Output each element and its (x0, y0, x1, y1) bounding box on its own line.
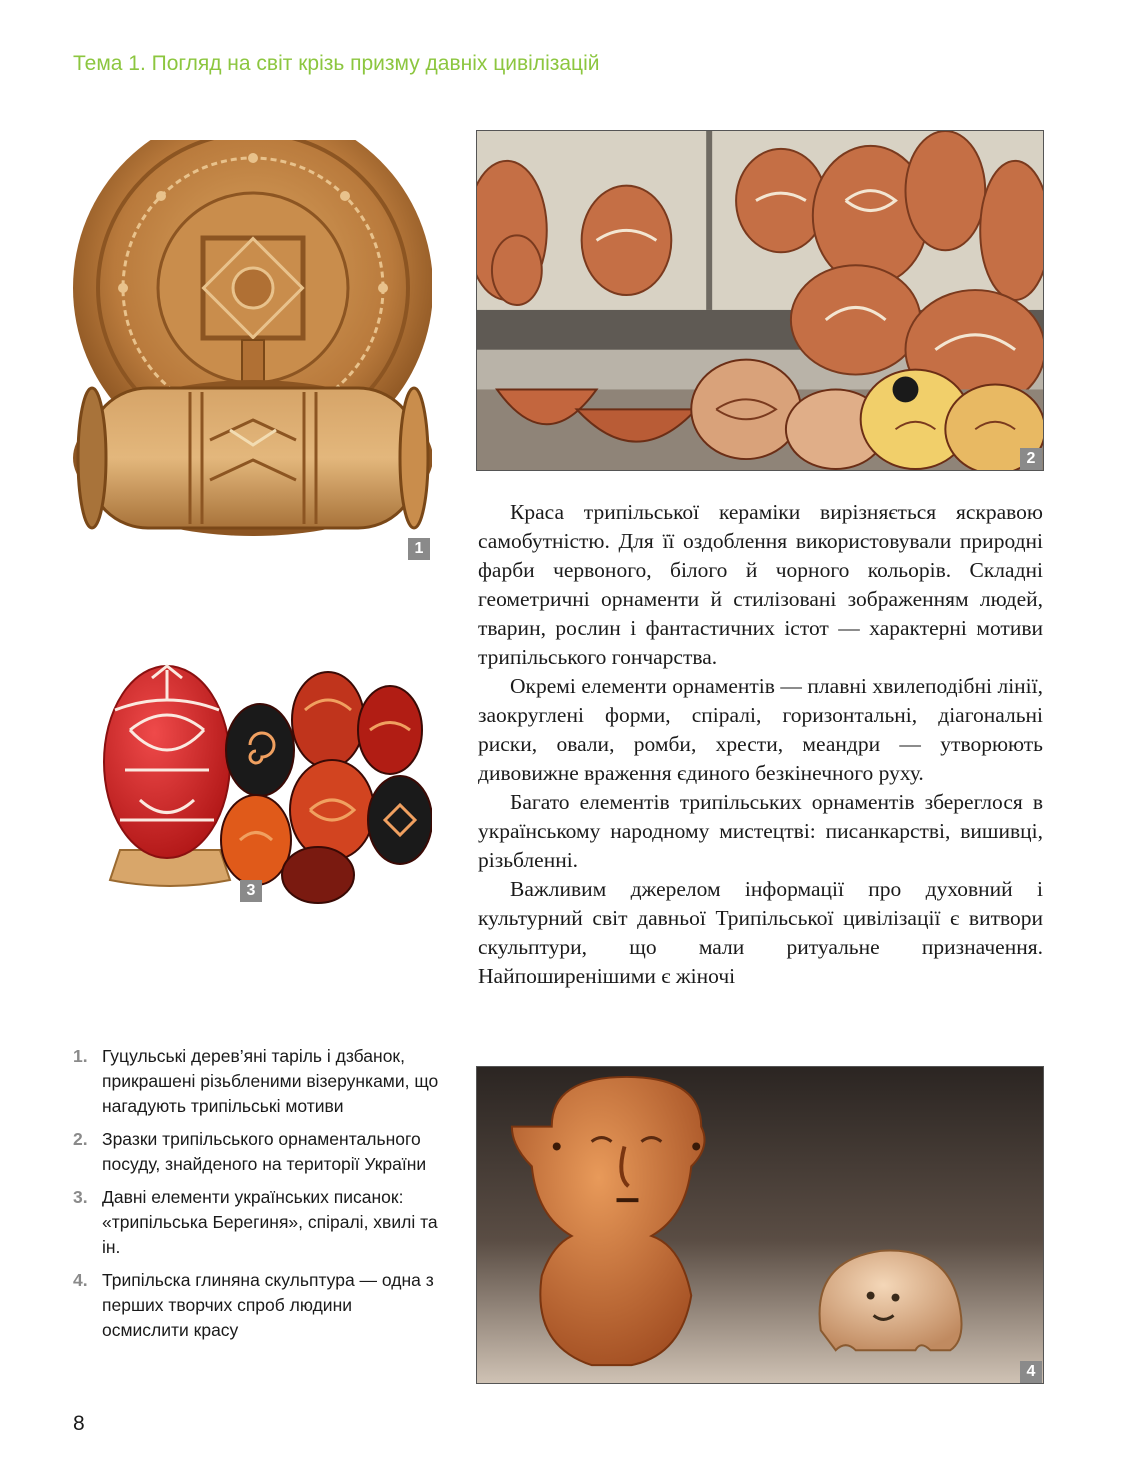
figure-badge-1: 1 (408, 538, 430, 560)
caption-item (73, 1044, 443, 1119)
figure-captions (73, 1044, 443, 1351)
main-body-text (478, 498, 1043, 991)
caption-number: 2. (73, 1129, 88, 1149)
caption-item (73, 1185, 443, 1260)
caption-number: 1. (73, 1046, 88, 1066)
page-number: 8 (73, 1412, 85, 1435)
body-paragraph: Окремі елементи орнаментів — плавні хвилеподібні лінії, заокруглені форми, спіралі, горизонтальні, діагональні риски, овали, ромби, хрести, меандри — утворюють дивовижне враження єдиного безкінечного руху. (478, 674, 1043, 785)
caption-number: 4. (73, 1270, 88, 1290)
figure-badge-2: 2 (1020, 448, 1042, 470)
caption-number: 3. (73, 1187, 88, 1207)
trypillian-pottery-photo (476, 130, 1044, 471)
pysanky-eggs-photo (70, 650, 432, 905)
caption-item (73, 1127, 443, 1177)
hutsul-plate-and-keg-photo (70, 140, 432, 564)
body-paragraph: Краса трипільської кераміки вирізняється яскравою самобутністю. Для її оздоблення використовували природні фарби червоного, білого й чорного кольорів. Складні геометричні орнаменти й стилізовані зображенням людей, тварин, рослин і фантастичних істот — характерні мотиви трипільського гончарства. (478, 500, 1043, 669)
figure-badge-4: 4 (1020, 1361, 1042, 1383)
figure-badge-3: 3 (240, 880, 262, 902)
caption-item (73, 1268, 443, 1343)
clay-sculpture-photo (476, 1066, 1044, 1384)
body-paragraph: Багато елементів трипільських орнаментів збереглося в українському народному мистецтві: писанкарстві, вишивці, різьбленні. (478, 790, 1043, 872)
caption-text: Гуцульські дерев’яні таріль і дзбанок, прикрашені різьбленими візерунками, що нагадують трипільські мотиви (102, 1046, 439, 1116)
caption-text: Трипільска глиняна скульптура — одна з перших творчих спроб людини осмислити красу (102, 1270, 434, 1340)
caption-text: Давні елементи українських писанок: «трипільська Берегиня», спіралі, хвилі та ін. (102, 1187, 438, 1257)
caption-text: Зразки трипільського орнаментального посуду, знайденого на території України (102, 1129, 427, 1174)
body-paragraph: Важливим джерелом інформації про духовний і культурний світ давньої Трипільської цивілізації є витвори скульптури, що мали ритуальне призначення. Найпоширенішими є жіночі (478, 877, 1043, 988)
page-header-title: Тема 1. Погляд на світ крізь призму давніх цивілізацій (73, 52, 600, 75)
